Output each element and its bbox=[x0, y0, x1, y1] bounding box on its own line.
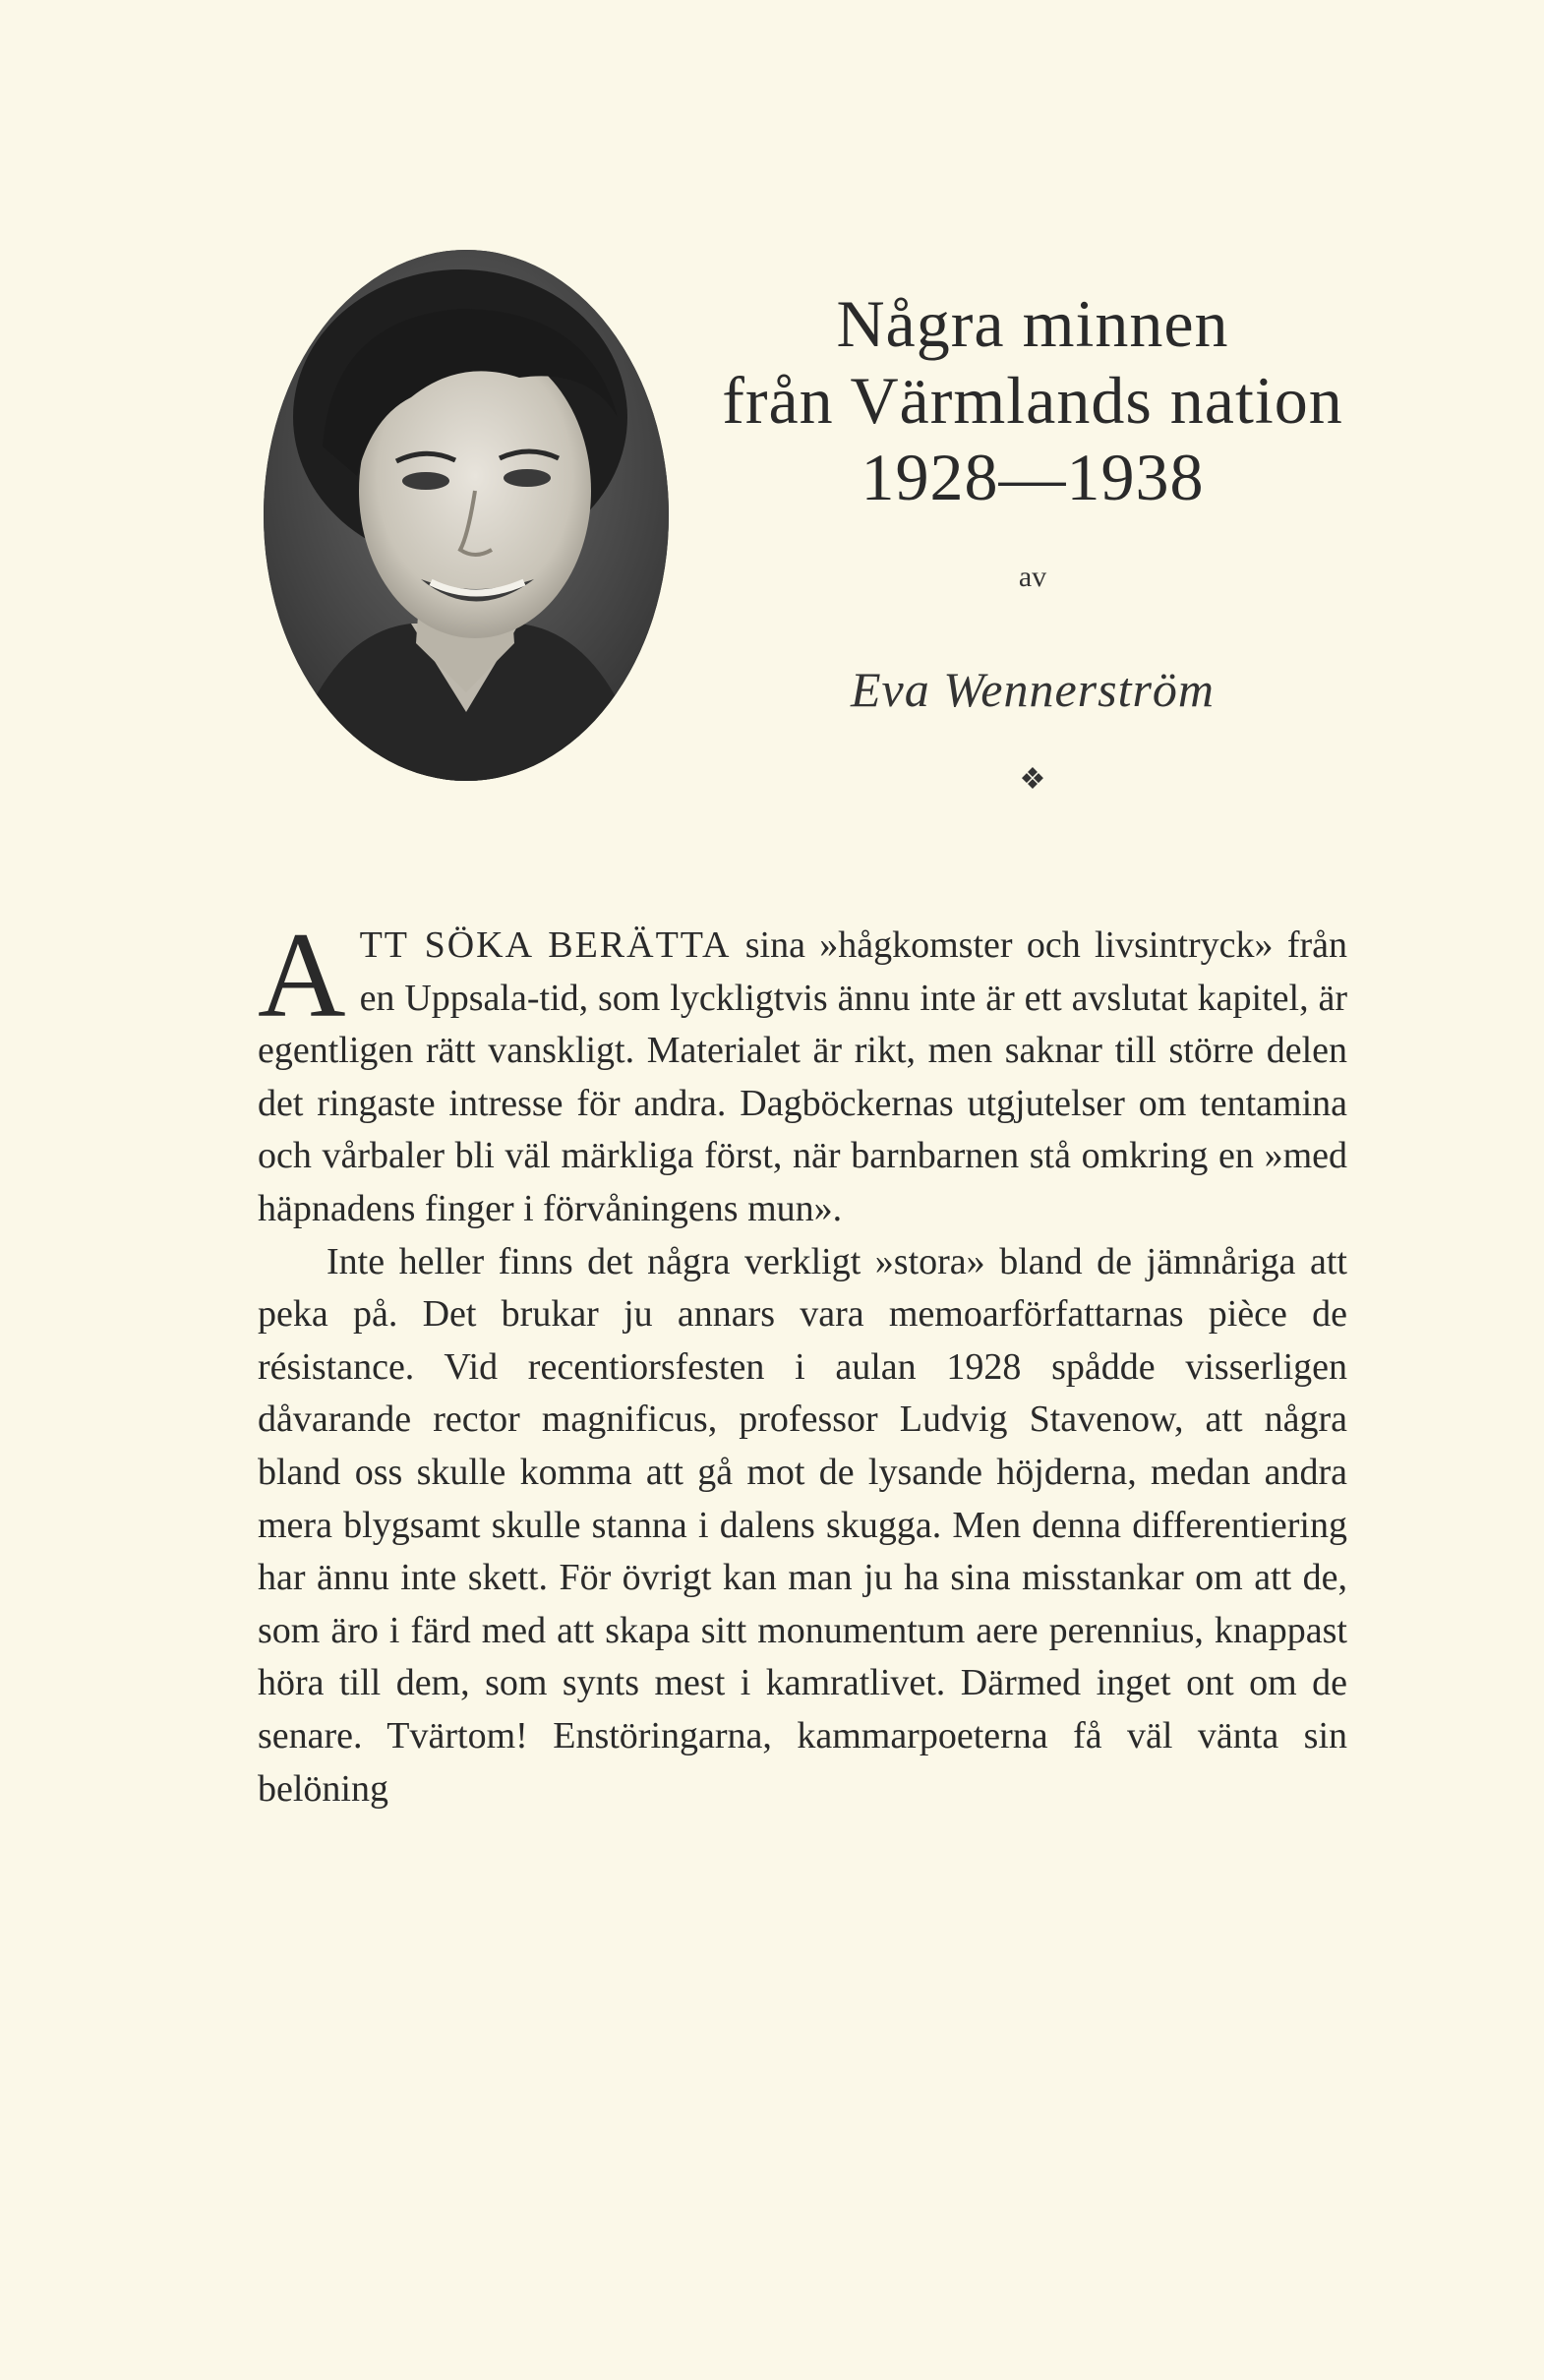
byline-preposition: av bbox=[1018, 561, 1047, 593]
title-line-1: Några minnen bbox=[836, 286, 1229, 361]
author-portrait bbox=[264, 250, 669, 781]
paragraph-2: Inte heller finns det några verkligt »stora» bland de jämnåriga att peka på. Det brukar ju annars vara memoarförfattarnas pièce de résistance. Vid recentiorsfesten i aulan 1928 spådde visserligen dåvarande rector magnificus, professor Ludvig Stavenow, att några bland oss skulle komma att gå mot de lysande höjderna, medan andra mera blygsamt skulle stanna i dalens skugga. Men denna differentiering har ännu inte skett. För övrigt kan man ju ha sina misstankar om att de, som äro i färd med att skapa sitt monumentum aere perennius, knappast höra till dem, som synts mest i kamratlivet. Därmed inget ont om de senare. Tvärtom! Enstöringarna, kammarpoeterna få väl vänta sin belöning bbox=[258, 1240, 1347, 1810]
drop-cap: A bbox=[258, 908, 346, 1042]
article-title bbox=[688, 285, 1377, 515]
author-name: Eva Wennerström bbox=[850, 662, 1216, 717]
title-line-2: från Värmlands nation bbox=[722, 363, 1343, 438]
ornament-icon: ❖ bbox=[1019, 763, 1046, 796]
title-line-3: 1928—1938 bbox=[861, 440, 1205, 514]
paragraph-1-text: sina »hågkomster och livsintryck» från en Uppsala-tid, som lyckligtvis ännu inte är ett avslutat kapitel, är egentligen rätt vanskligt. Materialet är rikt, men saknar till större delen det ringaste intresse för andra. Dagböckernas utgjutelser om tentamina och vårbaler bli väl märkliga först, när barnbarnen stå omkring en »med häpnadens finger i förvåningens mun». bbox=[258, 924, 1347, 1229]
article-body bbox=[258, 908, 1347, 1815]
paragraph-1 bbox=[258, 908, 1347, 1236]
opening-caps: TT SÖKA BERÄTTA bbox=[359, 924, 732, 966]
portrait-photo-icon bbox=[264, 250, 669, 781]
